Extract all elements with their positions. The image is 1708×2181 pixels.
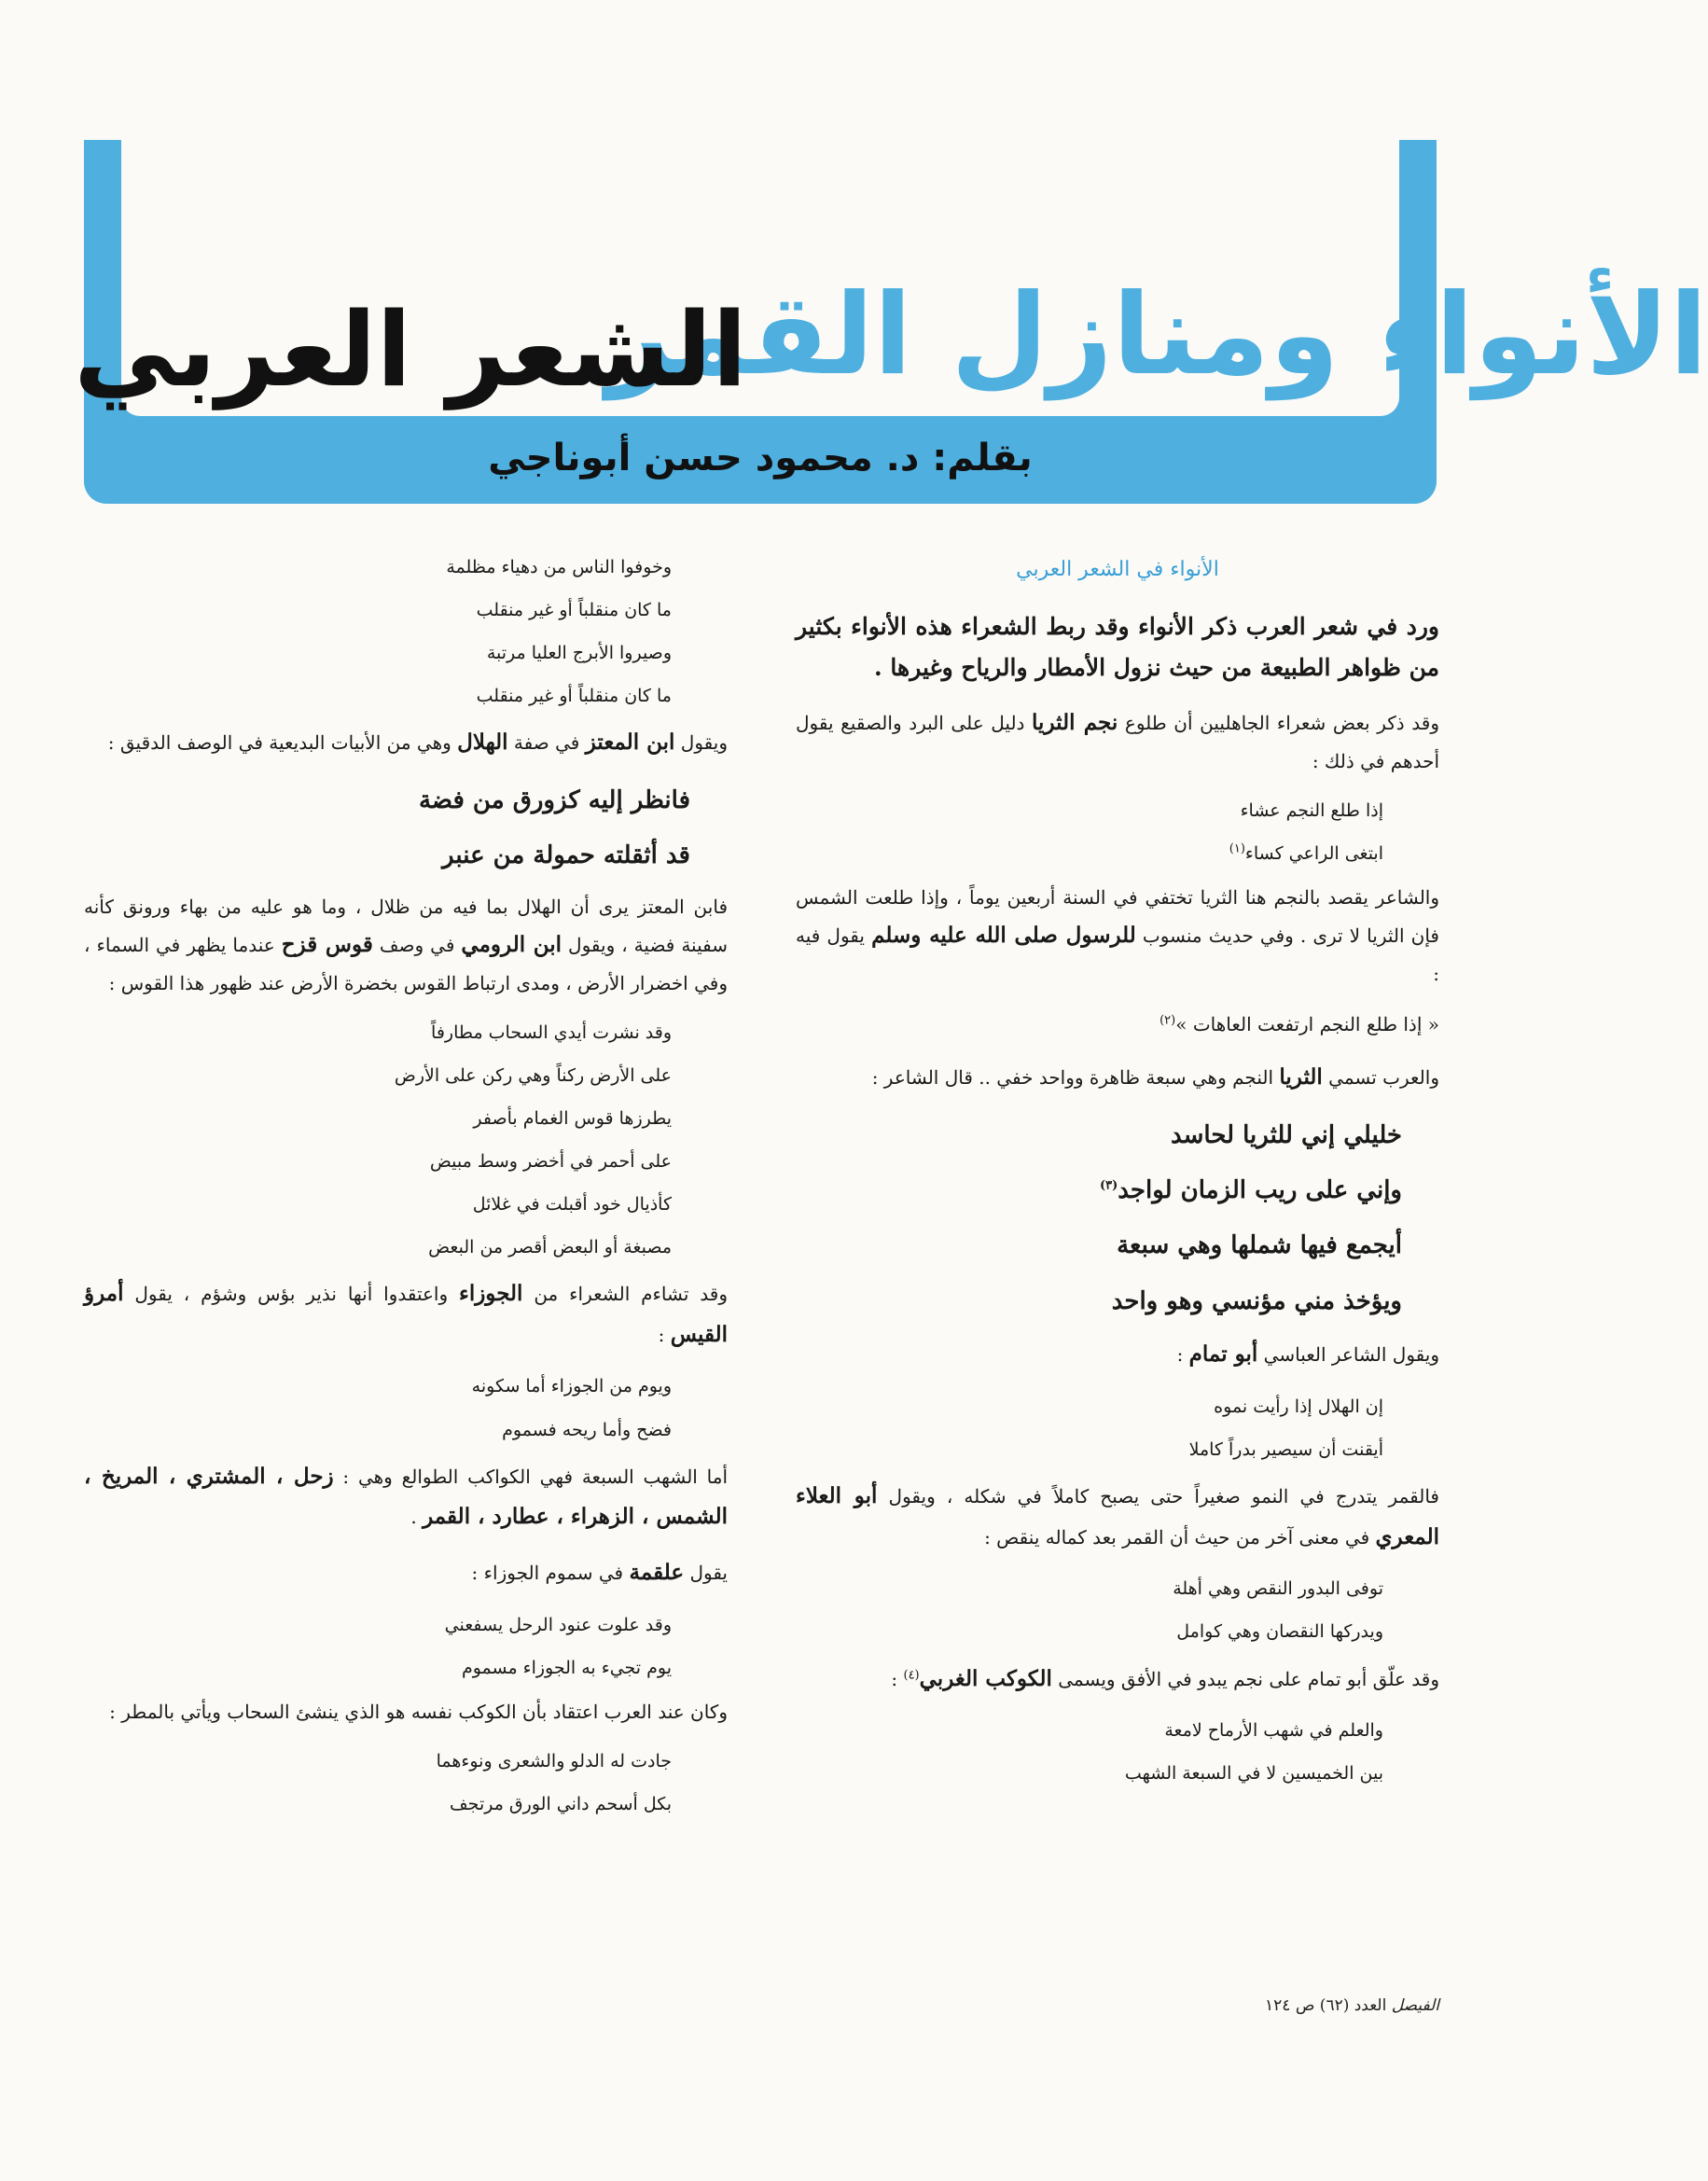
verse-line: والعلم في شهب الأرماح لامعة <box>1164 1720 1383 1742</box>
verse-line: فانظر إليه كزورق من فضة <box>418 786 690 815</box>
verse-line: أيقنت أن سيصير بدراً كاملا <box>1188 1438 1383 1460</box>
magazine-name: الفيصل <box>1391 1996 1439 2015</box>
paragraph: ويقول الشاعر العباسي أبو تمام : <box>1176 1341 1439 1368</box>
paragraph: والعرب تسمي الثريا النجم وهي سبعة ظاهرة وواحد خفي .. قال الشاعر : <box>871 1063 1439 1090</box>
paragraph: وقد علّق أبو تمام على نجم يبدو في الأفق ويسمى الكوكب الغربي$^{(٤)}$ : <box>891 1665 1439 1691</box>
author-byline: بقلم: د. محمود حسن أبوناجي <box>488 437 1033 479</box>
verse-line: وقد نشرت أيدي السحاب مطارفاً <box>431 1021 672 1043</box>
paragraph: وقد تشاءم الشعراء من الجوزاء واعتقدوا أنها نذير بؤس وشؤم ، يقول أمرؤ القيس : <box>84 1281 728 1347</box>
article-title-main: الأنواء ومنازل القمر <box>606 271 1708 400</box>
paragraph: أما الشهب السبعة فهي الكواكب الطوالع وهي : زحل ، المشتري ، المريخ ، الشمس ، الزهراء ، عطارد ، القمر . <box>84 1463 729 1530</box>
verse-line: مصبغة أو البعض أقصر من البعض <box>428 1237 672 1257</box>
verse-line: يطرزها قوس الغمام بأصفر <box>473 1107 672 1129</box>
paragraph: ويقول ابن المعتز في صفة الهلال وهي من الأبيات البديعية في الوصف الدقيق : <box>107 729 728 756</box>
column-left <box>84 550 728 1830</box>
verse-line: بين الخميسين لا في السبعة الشهب <box>1124 1763 1383 1785</box>
paragraph: وقد ذكر بعض شعراء الجاهليين أن طلوع نجم الثريا دليل على البرد والصقيع يقول أحدهم في ذلك : <box>796 710 1439 772</box>
verse-line: بكل أسحم داني الورق مرتجف <box>450 1794 672 1814</box>
verse-line: إذا طلع النجم عشاء <box>1240 799 1383 821</box>
paragraph: فالقمر يتدرج في النمو صغيراً حتى يصبح كاملاً في شكله ، ويقول أبو العلاء المعري في معنى آخر من حيث أن القمر بعد كماله ينقص : <box>796 1482 1439 1549</box>
title-banner <box>74 140 1708 504</box>
verse-line: ويؤخذ مني مؤنسي وهو واحد <box>1111 1286 1402 1315</box>
issue-page: العدد (٦٢) ص ١٢٤ <box>1265 1996 1392 2015</box>
verse-line: ابتغى الراعي كساء$^{(١)}$ <box>1229 841 1383 865</box>
verse-line: ويوم من الجوزاء أما سكونه <box>471 1376 672 1397</box>
lead-paragraph: ورد في شعر العرب ذكر الأنواء وقد ربط الشعراء هذه الأنواء بكثير من ظواهر الطبيعة من حيث نزول الأمطار والرياح وغيرها . <box>796 612 1439 681</box>
paragraph: وكان عند العرب اعتقاد بأن الكوكب نفسه هو الذي ينشئ السحاب ويأتي بالمطر : <box>109 1700 728 1723</box>
paragraph: يقول علقمة في سموم الجوزاء : <box>471 1560 728 1586</box>
verse-line: ما كان منقلباً أو غير منقلب <box>476 600 672 621</box>
verse-line: أيجمع فيها شملها وهي سبعة <box>1117 1231 1402 1260</box>
verse-line: وإني على ريب الزمان لواجد$^{(٣)}$ <box>1099 1175 1402 1204</box>
article-title-secondary: الشعر العربي <box>74 290 747 410</box>
verse-line: وقد علوت عنود الرحل يسفعني <box>444 1614 672 1635</box>
verse-line: فضح وأما ريحه فسموم <box>502 1419 672 1440</box>
verse-line: على أحمر في أخضر وسط مبيض <box>429 1150 672 1172</box>
verse-line: على الأرض ركناً وهي ركن على الأرض <box>394 1064 672 1086</box>
title-panel <box>74 140 1708 416</box>
column-right <box>796 550 1439 1799</box>
verse-line: جادت له الدلو والشعرى ونوءهما <box>436 1750 672 1771</box>
verse-line: ويدركها النقصان وهي كوامل <box>1176 1621 1383 1643</box>
verse-line: وصيروا الأبرج العليا مرتبة <box>486 643 672 664</box>
verse-line: ما كان منقلباً أو غير منقلب <box>476 686 672 707</box>
verse-line: خليلي إني للثريا لحاسد <box>1170 1120 1402 1149</box>
verse-line: إن الهلال إذا رأيت نموه <box>1214 1396 1383 1417</box>
verse-line: كأذيال خود أقبلت في غلائل <box>472 1193 672 1215</box>
paragraph: فابن المعتز يرى أن الهلال بما فيه من ظلال ، وما هو عليه من بهاء ورونق كأنه سفينة فضية ، ويقول ابن الرومي في وصف قوس قزح عندما يظهر في السماء ، وفي اخضرار الأرض ، ومدى ارتباط القوس بخضرة الأرض عند ظهور هذا القوس : <box>84 895 729 994</box>
verse-line: وخوفوا الناس من دهياء مظلمة <box>446 557 672 577</box>
verse-line: توفى البدور النقص وهي أهلة <box>1173 1578 1383 1600</box>
verse-line: قد أثقلته حمولة من عنبر <box>442 841 690 870</box>
hadith-quote: « إذا طلع النجم ارتفعت العاهات »$^{(٢)}$ <box>1159 1012 1439 1035</box>
section-subheading: الأنواء في الشعر العربي <box>1016 558 1219 581</box>
page-footer <box>1265 1996 1439 2015</box>
paragraph: والشاعر يقصد بالنجم هنا الثريا تختفي في السنة أربعين يوماً ، وإذا طلعت الشمس فإن الثريا لا ترى . وفي حديث منسوب للرسول صلى الله عليه وسلم يقول فيه : <box>796 886 1439 985</box>
verse-line: يوم تجيء به الجوزاء مسموم <box>461 1657 672 1678</box>
